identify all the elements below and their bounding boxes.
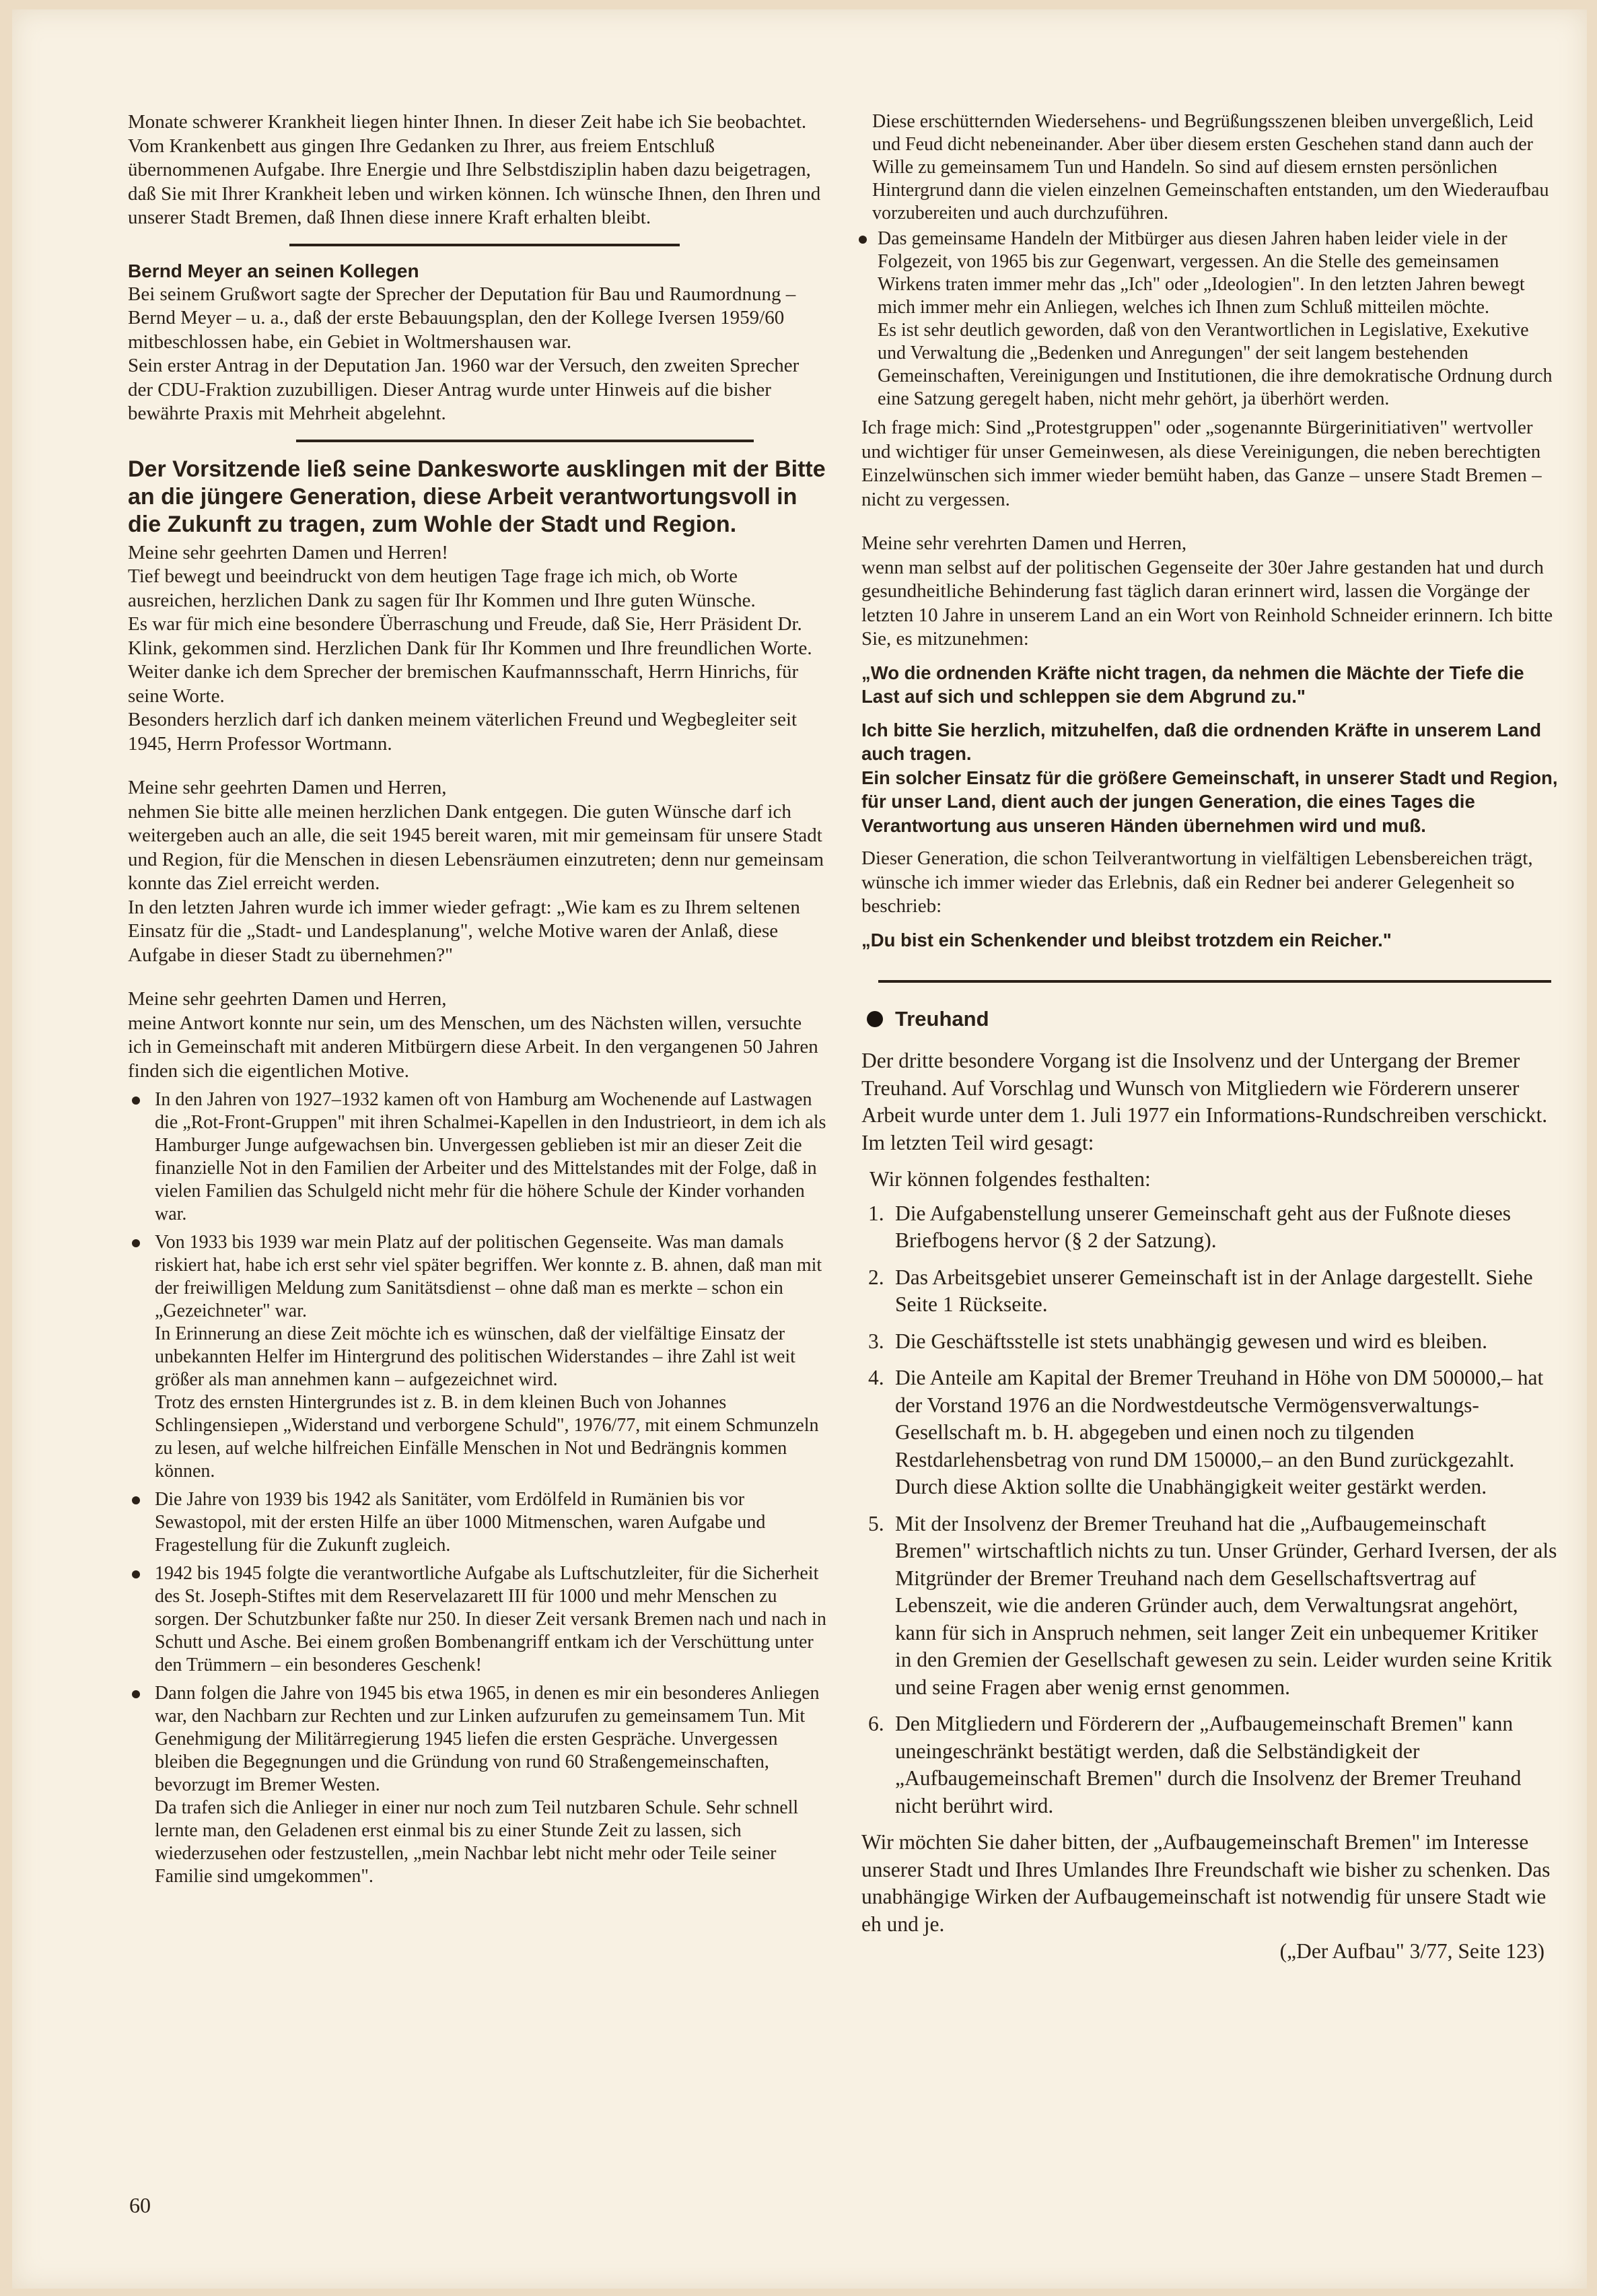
spacer bbox=[861, 837, 1558, 847]
bullet-icon bbox=[132, 1570, 140, 1578]
list-item-text: Den Mitgliedern und Förderern der „Aufbaugemeinschaft Bremen" kann uneingeschränkt bestätigt werden, daß die Selbständigkeit der „Aufbaugemeinschaft Bremen" durch die Insolvenz der Bremer Treuhand nicht berührt wird. bbox=[895, 1712, 1522, 1817]
paragraph: Weiter danke ich dem Sprecher der bremischen Kaufmannsschaft, Herrn Hinrichs, für seine Worte. bbox=[128, 661, 799, 707]
numbered-list bbox=[861, 1200, 1558, 1820]
list-item bbox=[861, 1200, 1558, 1255]
source-citation: („Der Aufbau" 3/77, Seite 123) bbox=[1279, 1939, 1545, 1963]
paragraph: meine Antwort konnte nur sein, um des Menschen, um des Nächsten willen, versuchte ich in Gemeinschaft mit anderen Mitbürgern diese Arbeit. In den vergangenen 50 Jahren finden sich die eigentlichen Motive. bbox=[128, 1012, 818, 1082]
spacer bbox=[861, 919, 1558, 928]
list-number: 3. bbox=[868, 1329, 884, 1353]
spacer bbox=[861, 652, 1558, 661]
quote: „Du bist ein Schenkender und bleibst trotzdem ein Reicher." bbox=[861, 929, 1392, 950]
list-item-text: In Erinnerung an diese Zeit möchte ich es wünschen, daß der vielfältige Einsatz der unbekannten Helfer im Hintergrund des politischen Widerstandes – ihre Zahl ist weit größer als man annehmen kann – aufgezeichnet wird. bbox=[155, 1323, 795, 1390]
paragraph: nehmen Sie bitte alle meinen herzlichen Dank entgegen. Die guten Wünsche darf ich weitergeben auch an alle, die seit 1945 bereit waren, mit mir gemeinsam für unsere Stadt und Region, für die Menschen in diesen Lebensräumen einzutreten; denn nur gemeinsam konnte das Ziel erreicht werden. bbox=[128, 800, 824, 894]
bullet-icon bbox=[859, 236, 867, 244]
meyer-paragraph-1: Bei seinem Grußwort sagte der Sprecher der Deputation für Bau und Raumordnung – Bernd Meyer – u. a., daß der erste Bebauungsplan, den der Kollege Iversen 1959/60 mitbeschlossen habe, ein Gebiet in Woltmershausen war. bbox=[128, 283, 796, 353]
list-number: 2. bbox=[868, 1265, 884, 1289]
list-item bbox=[861, 1710, 1558, 1819]
list-number: 4. bbox=[868, 1366, 884, 1389]
spacer bbox=[128, 967, 828, 987]
salutation: Meine sehr geehrten Damen und Herren, bbox=[128, 777, 447, 798]
main-heading: Der Vorsitzende ließ seine Dankesworte ausklingen mit der Bitte an die jüngere Generation, diese Arbeit verantwortungsvoll in die Zukunft zu tragen, zum Wohle der Stadt und Region. bbox=[128, 456, 826, 537]
bullet-icon bbox=[132, 1239, 140, 1247]
paragraph: Besonders herzlich darf ich danken meinem väterlichen Freund und Wegbegleiter seit 1945, Herrn Professor Wortmann. bbox=[128, 709, 797, 755]
paragraph: Wir können folgendes festhalten: bbox=[870, 1167, 1151, 1191]
closing-paragraph: Wir möchten Sie daher bitten, der „Aufbaugemeinschaft Bremen" im Interesse unserer Stadt und Ihres Umlandes Ihre Freundschaft wie bisher zu schenken. Das unabhängige Wirken der Aufbaugemeinschaft ist notwendig für unsere Stadt wie eh und je. bbox=[861, 1830, 1551, 1936]
list-item-text: Das gemeinsame Handeln der Mitbürger aus diesen Jahren haben leider viele in der Folgezeit, von 1965 bis zur Gegenwart, vergessen. An die Stelle des gemeinsamen Wirkens traten immer mehr das „Ich" oder „Ideologien". In den letzten Jahren bewegt mich immer mehr ein Anliegen, welches ich Ihnen zum Schluß mitteilen möchte. bbox=[878, 228, 1525, 318]
spacer bbox=[861, 512, 1558, 532]
paragraph: Der dritte besondere Vorgang ist die Insolvenz und der Untergang der Bremer Treuhand. Auf Vorschlag und Wunsch von Mitgliedern wie Förderern unserer Arbeit wurde unter dem 1. Juli 1977 ein Informations-Rundschreiben verschickt. Im letzten Teil wird gesagt: bbox=[861, 1049, 1548, 1154]
bullet-icon bbox=[132, 1097, 140, 1105]
section-bullet-icon bbox=[867, 1011, 883, 1027]
list-item bbox=[128, 1562, 828, 1677]
list-item-text: In den Jahren von 1927–1932 kamen oft von Hamburg am Wochenende auf Lastwagen die „Rot-Front-Gruppen" mit ihren Schalmei-Kapellen in den Industrieort, in dem ich als Hamburger Junge aufgewachsen bin. Unvergessen geblieben ist mir an dieser Zeit die finanzielle Not in den Familien der Arbeiter und des Mittelstandes mit der Folge, daß in vielen Familien das Schulgeld nicht mehr für die höhere Schule der Kinder vorhanden war. bbox=[155, 1089, 826, 1224]
list-item-text: Das Arbeitsgebiet unserer Gemeinschaft ist in der Anlage dargestellt. Siehe Seite 1 Rückseite. bbox=[895, 1265, 1533, 1316]
list-item bbox=[128, 1231, 828, 1483]
list-number: 5. bbox=[868, 1511, 884, 1535]
list-item-text: Die Jahre von 1939 bis 1942 als Sanitäter, vom Erdölfeld in Rumänien bis vor Sewastopol, mit der ersten Hilfe an über 1000 Mitmenschen, waren Aufgabe und Fragestellung für die Zukunft zugleich. bbox=[155, 1489, 766, 1556]
list-item-text: Dann folgen die Jahre von 1945 bis etwa 1965, in denen es mir ein besonderes Anliegen war, den Nachbarn zur Rechten und zur Linken aufzurufen zu gemeinsamem Tun. Mit Genehmigung der Militärregierung 1945 liefen die ersten Gespräche. Unvergessen bleiben die Begegnungen und die Gründung von rund 60 Straßengemeinschaften, bevorzugt im Bremer Westen. bbox=[155, 1683, 820, 1795]
list-item-text: Trotz des ernsten Hintergrundes ist z. B. in dem kleinen Buch von Johannes Schlingensiepen „Widerstand und verborgene Schuld", 1976/77, mit einem Schmunzeln zu lesen, auf welche hilfreichen Einfälle Menschen in Not und Bedrängnis kommen können. bbox=[155, 1392, 819, 1482]
right-column bbox=[861, 110, 1558, 1965]
section-title: Treuhand bbox=[895, 1007, 989, 1031]
divider bbox=[289, 244, 680, 246]
quote: „Wo die ordnenden Kräfte nicht tragen, da nehmen die Mächte der Tiefe die Last auf sich und schleppen sie dem Abgrund zu." bbox=[861, 662, 1524, 707]
list-item-text: Die Geschäftsstelle ist stets unabhängig gewesen und wird es bleiben. bbox=[895, 1329, 1488, 1353]
meyer-heading: Bernd Meyer an seinen Kollegen bbox=[128, 260, 419, 281]
salutation: Meine sehr geehrten Damen und Herren, bbox=[128, 988, 447, 1010]
spacer bbox=[861, 709, 1558, 718]
salutation: Meine sehr geehrten Damen und Herren! bbox=[128, 541, 448, 563]
spacer bbox=[861, 1156, 1558, 1166]
list-item-text: Von 1933 bis 1939 war mein Platz auf der politischen Gegenseite. Was man damals riskiert hat, habe ich erst sehr viel später begriffen. Wer konnte z. B. ahnen, daß man mit der freiwilligen Meldung zum Sanitätsdienst – ohne daß man es merkte – schon ein „Gezeichneter" war. bbox=[155, 1232, 822, 1321]
list-item bbox=[861, 228, 1558, 411]
list-item bbox=[861, 1364, 1558, 1501]
page-number: 60 bbox=[129, 2193, 151, 2217]
list-item bbox=[861, 1264, 1558, 1319]
meyer-paragraph-2: Sein erster Antrag in der Deputation Jan. 1960 war der Versuch, den zweiten Sprecher der CDU-Fraktion zuzubilligen. Dieser Antrag wurde unter Hinweis auf die bisher bewährte Praxis mit Mehrheit abgelehnt. bbox=[128, 355, 800, 424]
list-item-text: 1942 bis 1945 folgte die verantwortliche Aufgabe als Luftschutzleiter, für die Sicherheit des St. Joseph-Stiftes mit dem Reservelazarett III für 1000 und mehr Menschen zu sorgen. Der Schutzbunker faßte nur 250. In dieser Zeit versank Bremen nach und nach in Schutt und Asche. Bei einem großen Bombenangriff entkam ich der Verschüttung unter den Trümmern – ein besonderes Geschenk! bbox=[155, 1563, 826, 1675]
list-item-text: Da trafen sich die Anlieger in einer nur noch zum Teil nutzbaren Schule. Sehr schnell lernte man, den Geladenen erst einmal bis zu einer Stunde Zeit zu lassen, sich wiederzusehen oder festzustellen, „mein Nachbar lebt nicht mehr oder Teile seiner Familie sind umgekommen". bbox=[155, 1797, 799, 1887]
motive-list bbox=[128, 1088, 828, 1888]
salutation: Meine sehr verehrten Damen und Herren, bbox=[861, 532, 1187, 554]
list-item-text: Die Anteile am Kapital der Bremer Treuhand in Höhe von DM 500000,– hat der Vorstand 1976 an die Nordwestdeutsche Vermögensverwaltungs-Gesellschaft m. b. H. abgegeben und einen noch zu tilgenden Restdarlehensbetrag von rund DM 150000,– an den Bund zurückgezahlt. Durch diese Aktion sollte die Unabhängigkeit weiter gestärkt werden. bbox=[895, 1366, 1544, 1498]
paragraph: In den letzten Jahren wurde ich immer wieder gefragt: „Wie kam es zu Ihrem seltenen Einsatz für die „Stadt- und Landesplanung", welche Motive waren der Anlaß, diese Aufgabe in dieser Stadt zu übernehmen?" bbox=[128, 896, 800, 966]
list-item-text: Die Aufgabenstellung unserer Gemeinschaft geht aus der Fußnote dieses Briefbogens hervor (§ 2 der Satzung). bbox=[895, 1201, 1511, 1252]
list-item-text: Es ist sehr deutlich geworden, daß von den Verantwortlichen in Legislative, Exekutive und Verwaltung die „Bedenken und Anregungen" der seit langem bestehenden Gemeinschaften, Vereinigungen und Institutionen, die ihre demokratische Ordnung durch eine Satzung geregelt haben, nicht mehr gehört, ja überhört werden. bbox=[878, 320, 1553, 409]
list-item bbox=[861, 1328, 1558, 1356]
list-number: 6. bbox=[868, 1712, 884, 1735]
document-page bbox=[12, 9, 1587, 2289]
divider bbox=[296, 440, 754, 442]
paragraph: Dieser Generation, die schon Teilverantwortung in vielfältigen Lebensbereichen trägt, wünsche ich immer wieder das Erlebnis, daß ein Redner bei anderer Gelegenheit so beschrieb: bbox=[861, 847, 1533, 917]
left-column bbox=[128, 110, 828, 1893]
list-item bbox=[128, 1088, 828, 1226]
bullet-icon bbox=[132, 1496, 140, 1504]
list-item bbox=[128, 1682, 828, 1888]
treuhand-section-header bbox=[861, 1007, 1558, 1031]
bullet-icon bbox=[132, 1690, 140, 1698]
list-number: 1. bbox=[868, 1201, 884, 1225]
divider bbox=[878, 980, 1551, 983]
paragraph: wenn man selbst auf der politischen Gegenseite der 30er Jahre gestanden hat und durch gesundheitliche Behinderung fast täglich daran erinnert wird, lassen die Vorgänge der letzten 10 Jahre in unserem Land an ein Wort von Reinhold Schneider erinnern. Ich bitte Sie, es mitzunehmen: bbox=[861, 556, 1553, 650]
bullet-list bbox=[861, 228, 1558, 411]
bold-paragraph: Ich bitte Sie herzlich, mitzuhelfen, daß die ordnenden Kräfte in unserem Land auch tragen. bbox=[861, 719, 1542, 764]
list-item-text: Mit der Insolvenz der Bremer Treuhand hat die „Aufbaugemeinschaft Bremen" wirtschaftlich nichts zu tun. Unser Gründer, Gerhard Iversen, der als Mitgründer der Bremer Treuhand nach dem Gesellschaftsvertrag auf Lebenszeit, wie die anderen Gründer auch, dem Verwaltungsrat angehört, kann für sich in Anspruch nehmen, seit langer Zeit ein unbequemer Kritiker in den Gremien der Gesellschaft gewesen zu sein. Leider wurden seine Kritik und seine Fragen aber wenig ernst genommen. bbox=[895, 1511, 1557, 1699]
paragraph: Ich frage mich: Sind „Protestgruppen" oder „sogenannte Bürgerinitiativen" wertvoller und wichtiger für unser Gemeinwesen, als diese Vereinigungen, die neben berechtigten Einzelwünschen sich immer wieder bemüht haben, das Ganze – unsere Stadt Bremen – nicht zu vergessen. bbox=[861, 417, 1542, 510]
list-item bbox=[861, 1510, 1558, 1702]
spacer bbox=[128, 756, 828, 776]
paragraph: Es war für mich eine besondere Überraschung und Freude, daß Sie, Herr Präsident Dr. Klink, gekommen sind. Herzlichen Dank für Ihr Kommen und Ihre freundlichen Worte. bbox=[128, 613, 812, 659]
list-item bbox=[128, 1488, 828, 1557]
paragraph: Tief bewegt und beeindruckt von dem heutigen Tage frage ich mich, ob Worte ausreichen, herzlichen Dank zu sagen für Ihr Kommen und Ihre guten Wünsche. bbox=[128, 565, 756, 611]
intro-paragraph: Monate schwerer Krankheit liegen hinter Ihnen. In dieser Zeit habe ich Sie beobachtet. Vom Krankenbett aus gingen Ihre Gedanken zu Ihrer, aus freiem Entschluß übernommenen Aufgabe. Ihre Energie und Ihre Selbstdisziplin haben dazu beigetragen, daß Sie mit Ihrer Krankheit leben und wirken können. Ich wünsche Ihnen, den Ihren und unserer Stadt Bremen, daß Ihnen diese innere Kraft erhalten bleibt. bbox=[128, 111, 821, 228]
paragraph: Diese erschütternden Wiedersehens- und Begrüßungsszenen bleiben unvergeßlich, Leid und Feud dicht nebeneinander. Aber über diesem ersten Geschehen stand dann auch der Wille zu gemeinsamem Tun und Handeln. So sind auf diesem ernsten persönlichen Hintergrund dann die vielen einzelnen Gemeinschaften entstanden, um den Wiederaufbau vorzubereiten und auch durchzuführen. bbox=[872, 111, 1549, 223]
bold-paragraph: Ein solcher Einsatz für die größere Gemeinschaft, in unserer Stadt und Region, für unser Land, dient auch der jungen Generation, die eines Tages die Verantwortung aus unseren Händen übernehmen wird und muß. bbox=[861, 767, 1558, 836]
